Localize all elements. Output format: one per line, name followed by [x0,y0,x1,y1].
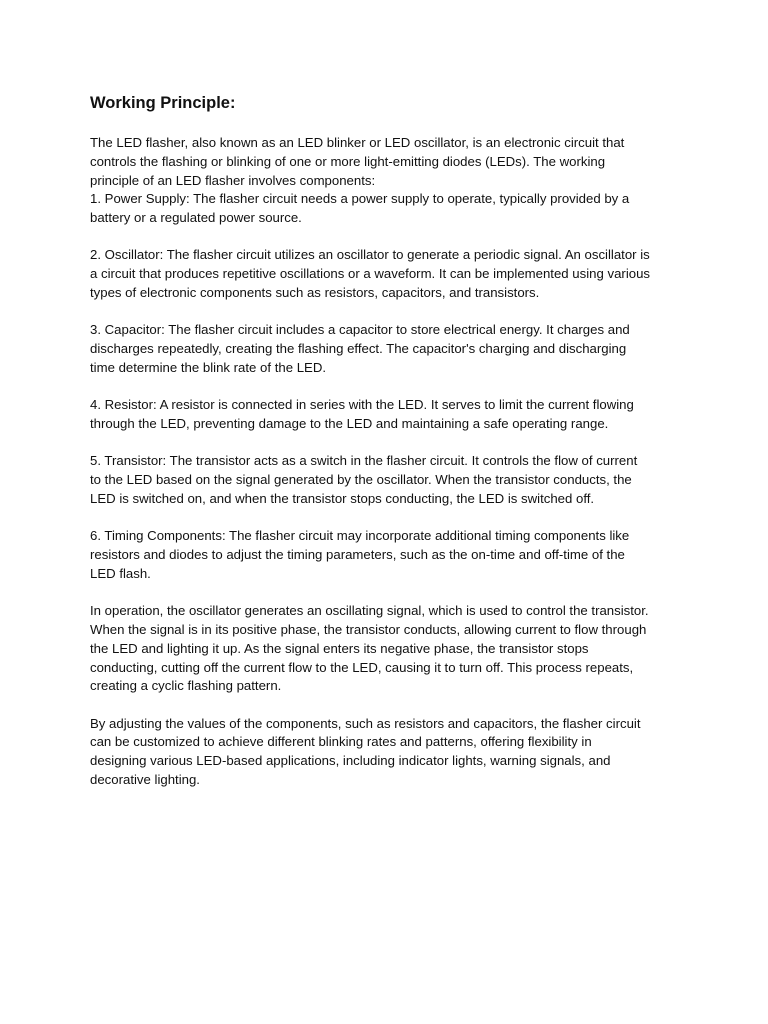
section-heading: Working Principle: [90,94,236,112]
paragraph-line: The LED flasher, also known as an LED blinker or LED oscillator, is an electronic circuit that [90,135,625,150]
paragraph-line: LED flash. [90,565,151,581]
paragraph-timing-components [90,527,690,583]
paragraph-transistor [90,452,690,508]
paragraph-line: 2. Oscillator: The flasher circuit utilizes an oscillator to generate a periodic signal. An oscillator is [90,247,650,263]
paragraph-operation [90,602,690,696]
paragraph-line: can be customized to achieve different blinking rates and patterns, offering flexibility in [90,734,592,750]
paragraph-line: 6. Timing Components: The flasher circuit may incorporate additional timing components like [90,528,630,544]
paragraph-line: to the LED based on the signal generated by the oscillator. When the transistor conducts, the [90,472,632,488]
paragraph-line: In operation, the oscillator generates an oscillating signal, which is used to control the transistor. [90,603,649,619]
paragraph-line: By adjusting the values of the components, such as resistors and capacitors, the flasher circuit [90,715,641,731]
paragraph-line: a circuit that produces repetitive oscillations or a waveform. It can be implemented using various [90,266,651,282]
paragraph-line: through the LED, preventing damage to the LED and maintaining a safe operating range. [90,416,609,432]
paragraph-line: time determine the blink rate of the LED. [90,359,327,375]
paragraph-line: types of electronic components such as resistors, capacitors, and transistors. [90,285,540,301]
paragraph-line: battery or a regulated power source. [90,210,302,226]
paragraph-line: 4. Resistor: A resistor is connected in series with the LED. It serves to limit the current flowing [90,397,634,413]
paragraph-line: conducting, cutting off the current flow to the LED, causing it to turn off. This process repeats, [90,659,634,675]
paragraph-line: When the signal is in its positive phase, the transistor conducts, allowing current to flow through [90,621,647,637]
paragraph-line: discharges repeatedly, creating the flashing effect. The capacitor's charging and discharging [90,341,627,357]
paragraph-line: creating a cyclic flashing pattern. [90,678,282,694]
document-body [90,92,690,808]
paragraph-line: decorative lighting. [90,772,200,788]
paragraph-resistor [90,396,690,434]
paragraph-line: LED is switched on, and when the transistor stops conducting, the LED is switched off. [90,490,595,506]
paragraph-adjusting [90,715,690,790]
paragraph-capacitor [90,321,690,377]
paragraph-line: 1. Power Supply: The flasher circuit needs a power supply to operate, typically provided by a [90,191,630,207]
paragraph-line: the LED and lighting it up. As the signal enters its negative phase, the transistor stops [90,640,589,656]
paragraph-line: designing various LED-based applications, including indicator lights, warning signals, and [90,753,611,769]
paragraph-line: 3. Capacitor: The flasher circuit includes a capacitor to store electrical energy. It charges and [90,322,630,338]
paragraph-intro [90,134,690,228]
paragraph-line: principle of an LED flasher involves components: [90,172,376,188]
paragraph-line: 5. Transistor: The transistor acts as a switch in the flasher circuit. It controls the flow of current [90,453,638,469]
paragraph-line: controls the flashing or blinking of one or more light-emitting diodes (LEDs). The working [90,153,606,169]
paragraph-line: resistors and diodes to adjust the timing parameters, such as the on-time and off-time of the [90,547,625,563]
paragraph-oscillator [90,246,690,302]
